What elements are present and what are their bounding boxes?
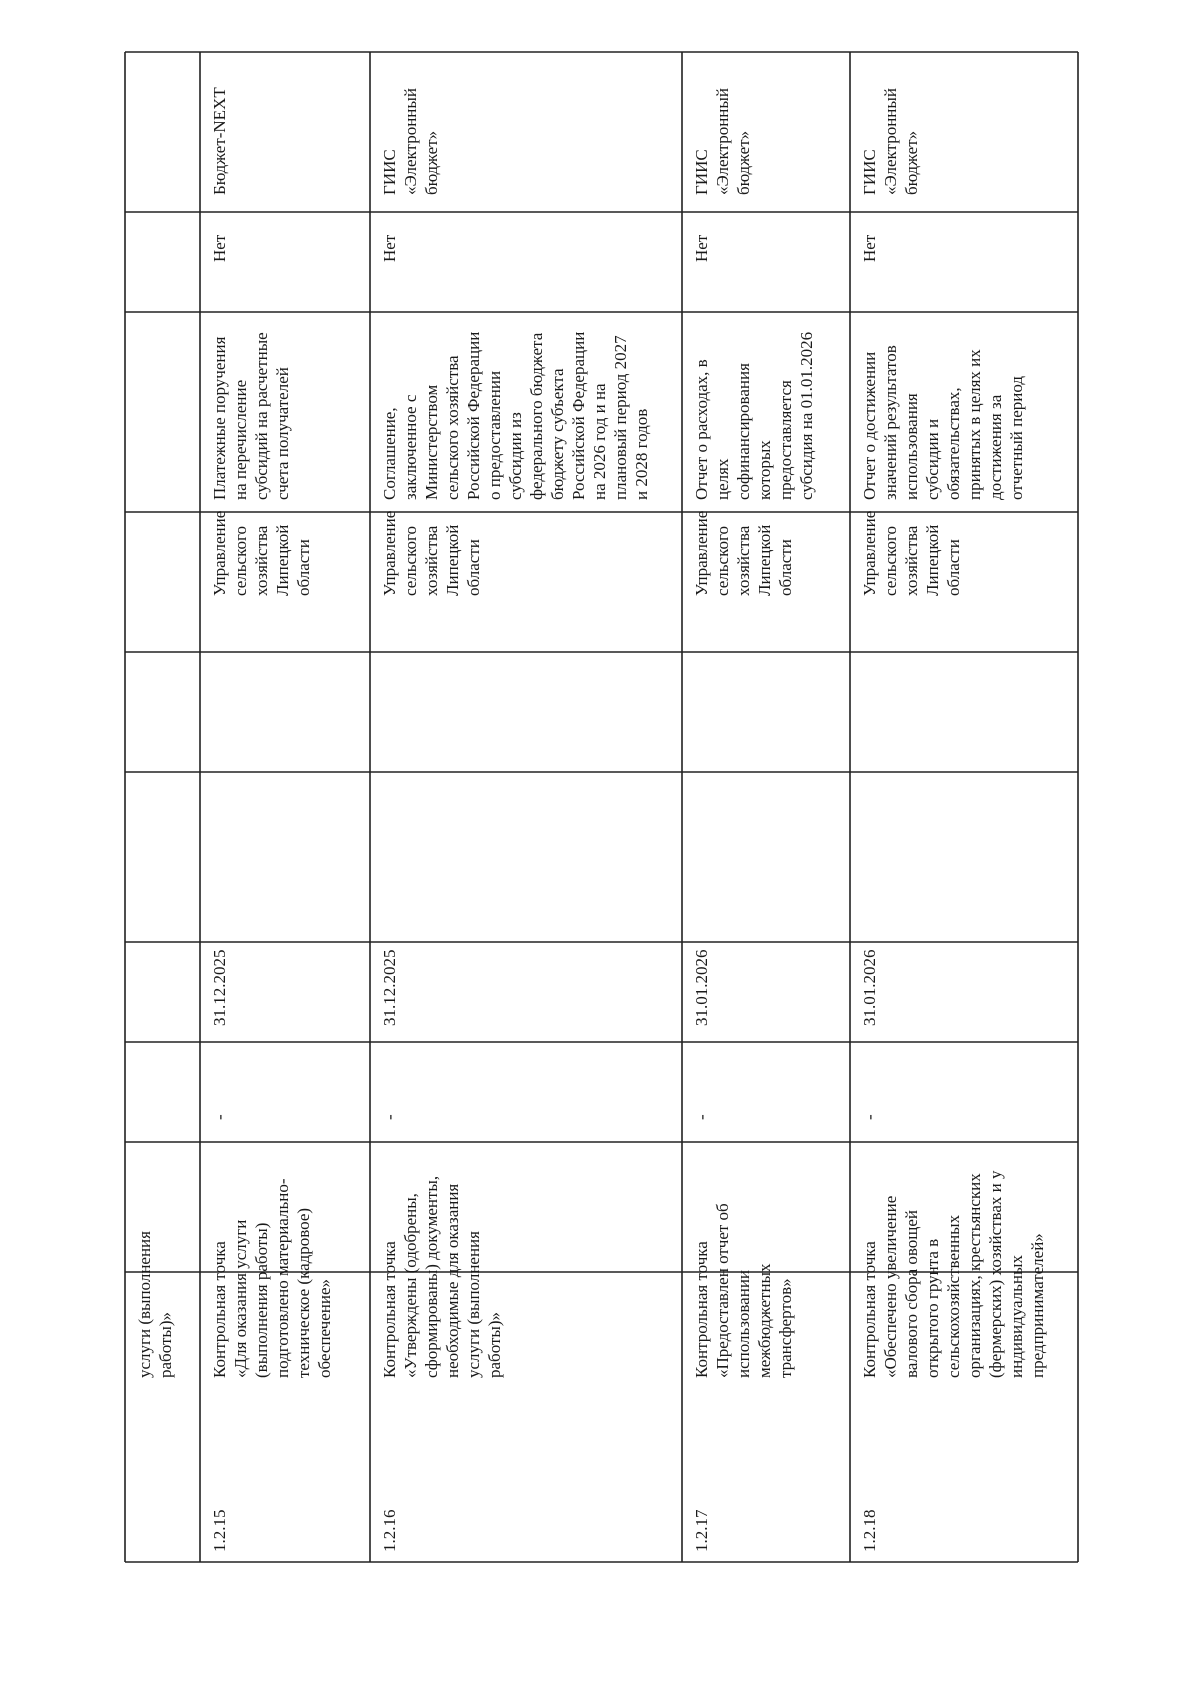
control-point-name: [860, 1170, 1047, 1378]
control-point-name-line: сельскохозяйственных: [944, 1214, 963, 1378]
control-point-name-line: «Обеспечено увеличение: [881, 1195, 900, 1378]
control-point-name-line: «Утверждены (одобрены,: [401, 1193, 420, 1378]
responsible-executor-line: сельского: [713, 525, 732, 596]
end-date: 31.01.2026: [692, 949, 711, 1026]
approval-flag: Нет: [380, 234, 399, 262]
control-point-name-line: трансфертов»: [776, 1278, 795, 1378]
row-number: 1.2.18: [860, 1509, 879, 1552]
confirming-document-line: целях: [713, 458, 732, 500]
start-date: -: [860, 1114, 879, 1120]
confirming-document: [210, 332, 292, 500]
control-point-name-line: Контрольная точка: [380, 1241, 399, 1378]
control-point-name-line: сформированы) документы,: [422, 1175, 441, 1378]
confirming-document-line: плановый период 2027: [611, 335, 630, 500]
control-point-name: [210, 1178, 334, 1378]
control-point-name-line: «Для оказания услуги: [231, 1219, 250, 1378]
confirming-document-line: и 2028 годов: [632, 408, 651, 500]
responsible-executor-line: сельского: [401, 525, 420, 596]
approval-flag: Нет: [692, 234, 711, 262]
control-point-name-line: техническое (кадровое): [294, 1207, 313, 1378]
responsible-executor-line: хозяйства: [422, 525, 441, 596]
information-system: [692, 88, 753, 195]
information-system-line: ГИИС: [860, 149, 879, 195]
row-number: 1.2.17: [692, 1509, 711, 1552]
control-point-name-line: предпринимателей»: [1028, 1233, 1047, 1378]
confirming-document-line: Министерством: [422, 384, 441, 500]
end-date: 31.12.2025: [210, 949, 229, 1026]
confirming-document-line: которых: [755, 440, 774, 500]
confirming-document-line: на перечисление: [231, 379, 250, 500]
responsible-executor-line: хозяйства: [252, 525, 271, 596]
confirming-document-line: Отчет о достижении: [860, 351, 879, 500]
confirming-document-line: сельского хозяйства: [443, 355, 462, 500]
control-point-name-line: использовании: [734, 1269, 753, 1378]
confirming-document-line: отчетный период: [1007, 376, 1026, 500]
control-point-name-line: организациях, крестьянских: [965, 1173, 984, 1378]
information-system: [380, 88, 441, 195]
start-date: -: [210, 1114, 229, 1120]
responsible-executor-line: сельского: [881, 525, 900, 596]
information-system-line: «Электронный: [713, 88, 732, 195]
information-system-line: бюджет»: [734, 130, 753, 195]
information-system-line: бюджет»: [902, 130, 921, 195]
control-point-name-line: работы)»: [485, 1312, 504, 1378]
confirming-document-line: Российской Федерации: [464, 331, 483, 500]
information-system-line: ГИИС: [380, 149, 399, 195]
responsible-executor: [692, 511, 795, 596]
confirming-document-line: федерального бюджета: [527, 332, 546, 500]
start-date: -: [692, 1114, 711, 1120]
confirming-document-line: субсидий на расчетные: [252, 332, 271, 500]
responsible-executor-line: хозяйства: [734, 525, 753, 596]
row-number: 1.2.15: [210, 1509, 229, 1552]
end-date: 31.12.2025: [380, 949, 399, 1026]
responsible-executor: [860, 511, 963, 596]
continuation-text-line: работы)»: [156, 1312, 175, 1378]
end-date: 31.01.2026: [860, 949, 879, 1026]
confirming-document-line: значений результатов: [881, 345, 900, 500]
responsible-executor-line: Липецкой: [923, 524, 942, 596]
confirming-document-line: софинансирования: [734, 363, 753, 500]
information-system-line: «Электронный: [401, 88, 420, 195]
confirming-document: [380, 332, 651, 500]
responsible-executor: [380, 511, 483, 596]
control-point-name-line: Контрольная точка: [860, 1241, 879, 1378]
confirming-document-line: субсидия на 01.01.2026: [797, 331, 816, 500]
confirming-document-line: о предоставлении: [485, 370, 504, 500]
confirming-document: [860, 345, 1026, 500]
information-system: [210, 87, 229, 195]
responsible-executor-line: области: [944, 539, 963, 596]
responsible-executor-line: области: [294, 539, 313, 596]
confirming-document-line: Российской Федерации: [569, 331, 588, 500]
information-system-line: ГИИС: [692, 149, 711, 195]
control-point-name-line: межбюджетных: [755, 1263, 774, 1378]
confirming-document-line: обязательствах,: [944, 387, 963, 500]
control-point-name: [380, 1176, 504, 1378]
control-point-name-line: «Предоставлен отчет об: [713, 1203, 732, 1378]
confirming-document-line: субсидии из: [506, 412, 525, 500]
confirming-document-line: Соглашение,: [380, 407, 399, 500]
start-date: -: [380, 1114, 399, 1120]
approval-flag: Нет: [210, 234, 229, 262]
confirming-document-line: предоставляется: [776, 380, 795, 500]
confirming-document: [692, 332, 816, 500]
confirming-document-line: заключенное с: [401, 394, 420, 500]
control-point-name-line: валового сбора овощей: [902, 1209, 921, 1378]
control-point-name-line: индивидуальных: [1007, 1255, 1026, 1378]
responsible-executor-line: Управление: [860, 510, 879, 596]
confirming-document-line: бюджету субъекта: [548, 368, 567, 500]
responsible-executor-line: Управление: [210, 510, 229, 596]
confirming-document-line: счета получателей: [273, 367, 292, 500]
control-point-name-line: Контрольная точка: [210, 1241, 229, 1378]
confirming-document-line: принятых в целях их: [965, 349, 984, 500]
responsible-executor-line: Управление: [380, 510, 399, 596]
responsible-executor-line: сельского: [231, 525, 250, 596]
table-cells: [135, 87, 1047, 1552]
control-point-name-line: обеспечение»: [315, 1279, 334, 1378]
confirming-document-line: использования: [902, 393, 921, 500]
information-system: [860, 88, 921, 195]
responsible-executor-line: Управление: [692, 510, 711, 596]
control-point-name: [692, 1203, 795, 1378]
control-point-name-line: услуги (выполнения: [464, 1231, 483, 1378]
confirming-document-line: Отчет о расходах, в: [692, 359, 711, 500]
confirming-document-line: Платежные поручения: [210, 336, 229, 500]
continuation-text: [135, 1231, 175, 1378]
control-point-name-line: (выполнения работы): [252, 1222, 271, 1378]
confirming-document-line: достижения за: [986, 394, 1005, 500]
responsible-executor-line: Липецкой: [443, 524, 462, 596]
information-system-line: Бюджет-NEXT: [210, 87, 229, 195]
confirming-document-line: субсидии и: [923, 418, 942, 500]
responsible-executor-line: Липецкой: [273, 524, 292, 596]
information-system-line: «Электронный: [881, 88, 900, 195]
responsible-executor-line: хозяйства: [902, 525, 921, 596]
responsible-executor-line: Липецкой: [755, 524, 774, 596]
row-number: 1.2.16: [380, 1509, 399, 1552]
control-point-name-line: необходимые для оказания: [443, 1183, 462, 1378]
responsible-executor: [210, 511, 313, 596]
control-point-name-line: подготовлено материально-: [273, 1178, 292, 1378]
information-system-line: бюджет»: [422, 130, 441, 195]
confirming-document-line: на 2026 год и на: [590, 383, 609, 500]
continuation-text-line: услуги (выполнения: [135, 1231, 154, 1378]
control-point-name-line: открытого грунта в: [923, 1238, 942, 1378]
approval-flag: Нет: [860, 234, 879, 262]
control-point-name-line: (фермерских) хозяйствах и у: [986, 1170, 1005, 1378]
responsible-executor-line: области: [464, 539, 483, 596]
responsible-executor-line: области: [776, 539, 795, 596]
control-point-name-line: Контрольная точка: [692, 1241, 711, 1378]
